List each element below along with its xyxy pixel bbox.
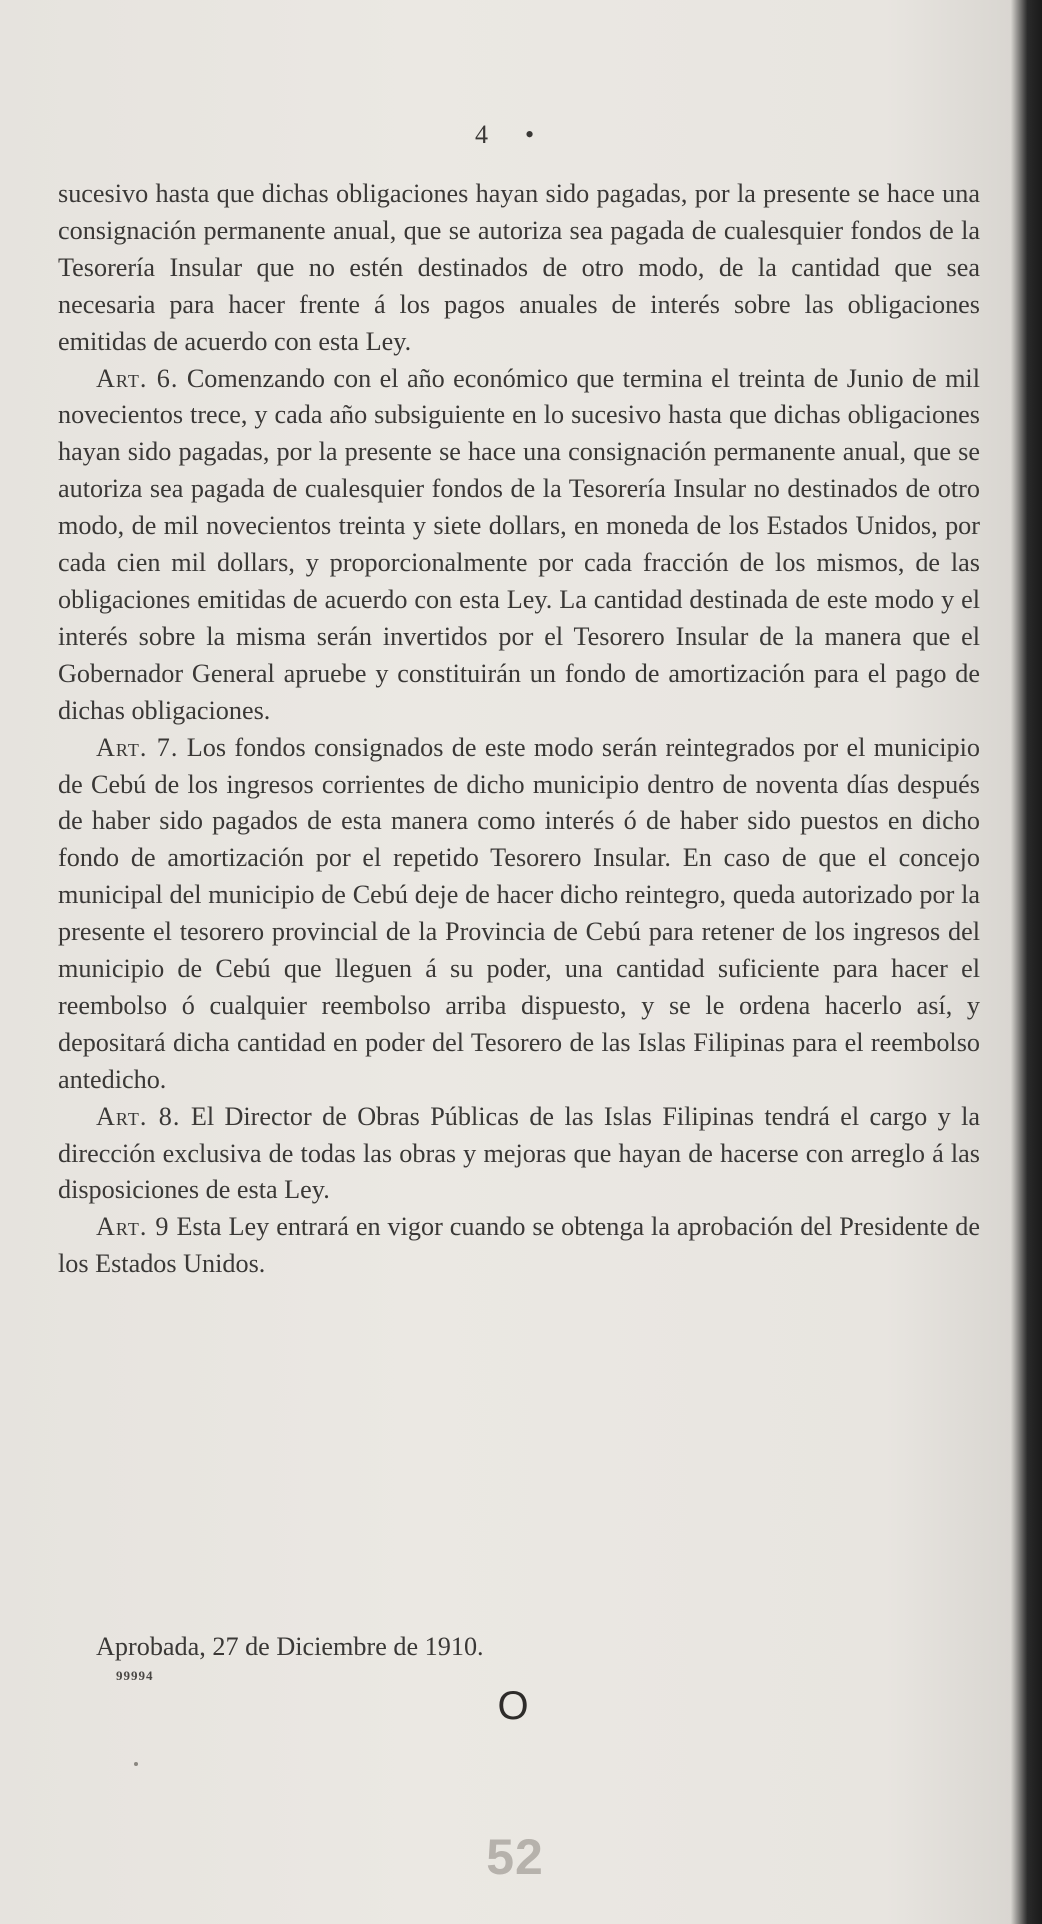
article-7	[58, 730, 980, 1099]
continuation-paragraph: sucesivo hasta que dichas obligaciones hayan sido pagadas, por la presente se hace una consignación permanente anual, que se autoriza sea pagada de cualesquier fondos de la Tesorería Insular que no estén destinados de otro modo, de la cantidad que sea necesaria para hacer frente á los pagos anuales de interés sobre las obligaciones emitidas de acuerdo con esta Ley.	[58, 179, 980, 356]
article-8-label: Art. 8.	[96, 1101, 181, 1131]
page-header	[0, 120, 1010, 150]
law-text	[58, 176, 980, 1283]
ink-speck	[134, 1762, 138, 1766]
approval-date: Aprobada, 27 de Diciembre de 1910.	[96, 1632, 484, 1661]
article-7-label: Art. 7.	[96, 732, 179, 762]
end-mark: O	[497, 1684, 529, 1728]
article-9	[58, 1209, 980, 1283]
article-6	[58, 361, 980, 730]
article-7-text: Los fondos consignados de este modo serán reintegrados por el municipio de Cebú de los ingresos corrientes de dicho municipio dentro de noventa días después de haber sido pagados de esta manera como interés ó de haber sido puestos en dicho fondo de amortización por el repetido Tesorero Insular. En caso de que el concejo municipal del municipio de Cebú deje de hacer dicho reintegro, queda autorizado por la presente el tesorero provincial de la Provincia de Cebú para retener de los ingresos del municipio de Cebú que lleguen á su poder, una cantidad suficiente para hacer el reembolso ó cualquier reembolso arriba dispuesto, y se le ordena hacerlo así, y depositará dicha cantidad en poder del Tesorero de las Islas Filipinas para el reembolso antedicho.	[58, 732, 980, 1094]
article-8	[58, 1099, 980, 1210]
article-9-label: Art. 9	[96, 1212, 170, 1242]
header-mark: •	[524, 120, 536, 149]
article-9-text: Esta Ley entrará en vigor cuando se obtenga la aprobación del Presidente de los Estados Unidos.	[58, 1212, 980, 1279]
article-6-text: Comenzando con el año económico que termina el treinta de Junio de mil novecientos trece, y cada año subsiguiente en lo sucesivo hasta que dichas obligaciones hayan sido pagadas, por la presente se hace una consignación permanente anual, que se autoriza sea pagada de cualesquier fondos de la Tesorería Insular no destinados de otro modo, de mil novecientos treinta y siete dollars, en moneda de los Estados Unidos, por cada cien mil dollars, y proporcionalmente por cada fracción de los mismos, de las obligaciones emitidas de acuerdo con esta Ley. La cantidad destinada de este modo y el interés sobre la misma serán invertidos por el Tesorero Insular de la manera que el Gobernador General apruebe y constituirán un fondo de amortización para el pago de dichas obligaciones.	[58, 363, 980, 725]
stamp-number: 52	[486, 1829, 544, 1885]
article-6-label: Art. 6.	[96, 363, 179, 393]
article-8-text: El Director de Obras Públicas de las Islas Filipinas tendrá el cargo y la dirección exclusiva de todas las obras y mejoras que hayan de hacerse con arreglo á las disposiciones de esta Ley.	[58, 1101, 980, 1205]
print-code: 99994	[116, 1668, 154, 1683]
page-number: 4	[474, 120, 489, 149]
